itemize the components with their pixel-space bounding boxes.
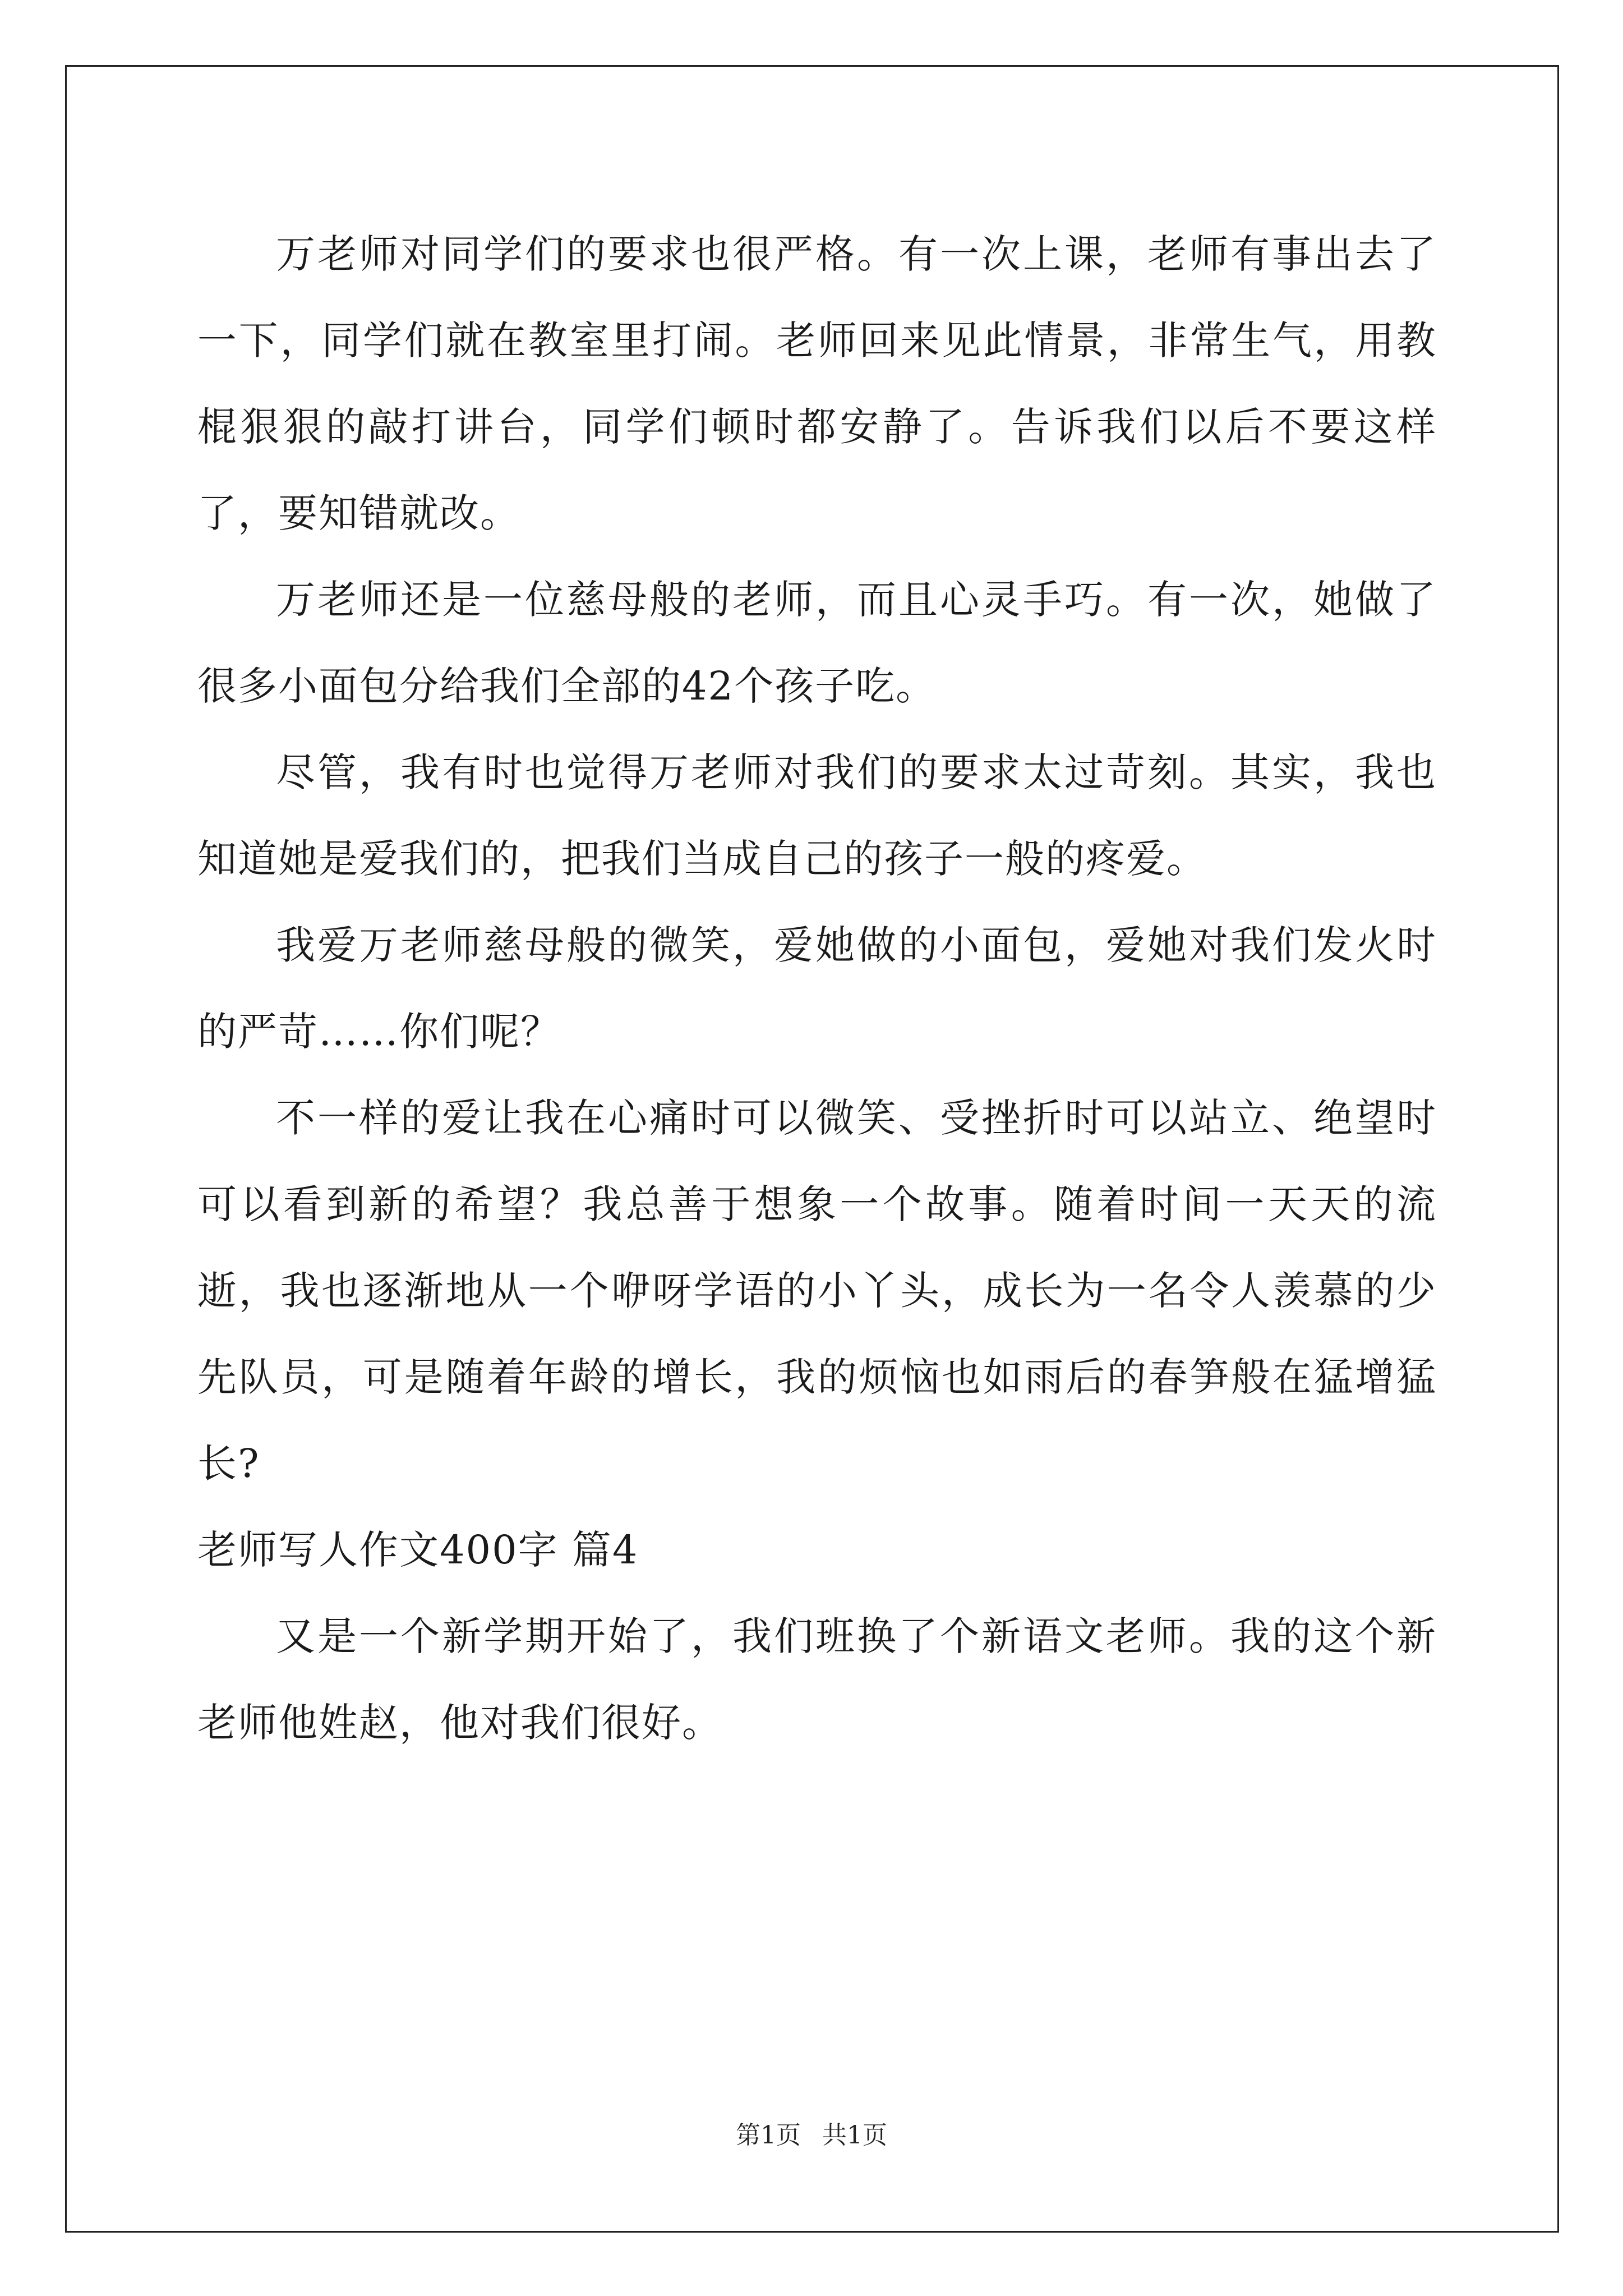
page-footer (0, 2115, 1623, 2151)
paragraph: 我爱万老师慈母般的微笑，爱她做的小面包，爱她对我们发火时的严苛……你们呢？ (197, 922, 1437, 1055)
paragraph: 万老师还是一位慈母般的老师，而且心灵手巧。有一次，她做了很多小面包分给我们全部的42个孩子吃。 (197, 577, 1437, 709)
paragraph: 又是一个新学期开始了，我们班换了个新语文老师。我的这个新老师他姓赵，他对我们很好。 (197, 1613, 1437, 1746)
section-heading: 老师写人作文400字 篇4 (197, 1527, 639, 1573)
page-number: 第1页 (736, 2121, 801, 2150)
paragraph: 尽管，我有时也觉得万老师对我们的要求太过苛刻。其实，我也知道她是爱我们的，把我们当成自己的孩子一般的疼爱。 (197, 749, 1437, 882)
paragraph: 万老师对同学们的要求也很严格。有一次上课，老师有事出去了一下，同学们就在教室里打闹。老师回来见此情景，非常生气，用教棍狠狠的敲打讲台，同学们顿时都安静了。告诉我们以后不要这样了，要知错就改。 (197, 231, 1437, 536)
document-body (197, 211, 1437, 1766)
paragraph: 不一样的爱让我在心痛时可以微笑、受挫折时可以站立、绝望时可以看到新的希望？我总善于想象一个故事。随着时间一天天的流逝，我也逐渐地从一个咿呀学语的小丫头，成长为一名令人羡慕的少先队员，可是随着年龄的增长，我的烦恼也如雨后的春笋般在猛增猛长? (197, 1095, 1437, 1487)
page-total: 共1页 (822, 2121, 887, 2150)
